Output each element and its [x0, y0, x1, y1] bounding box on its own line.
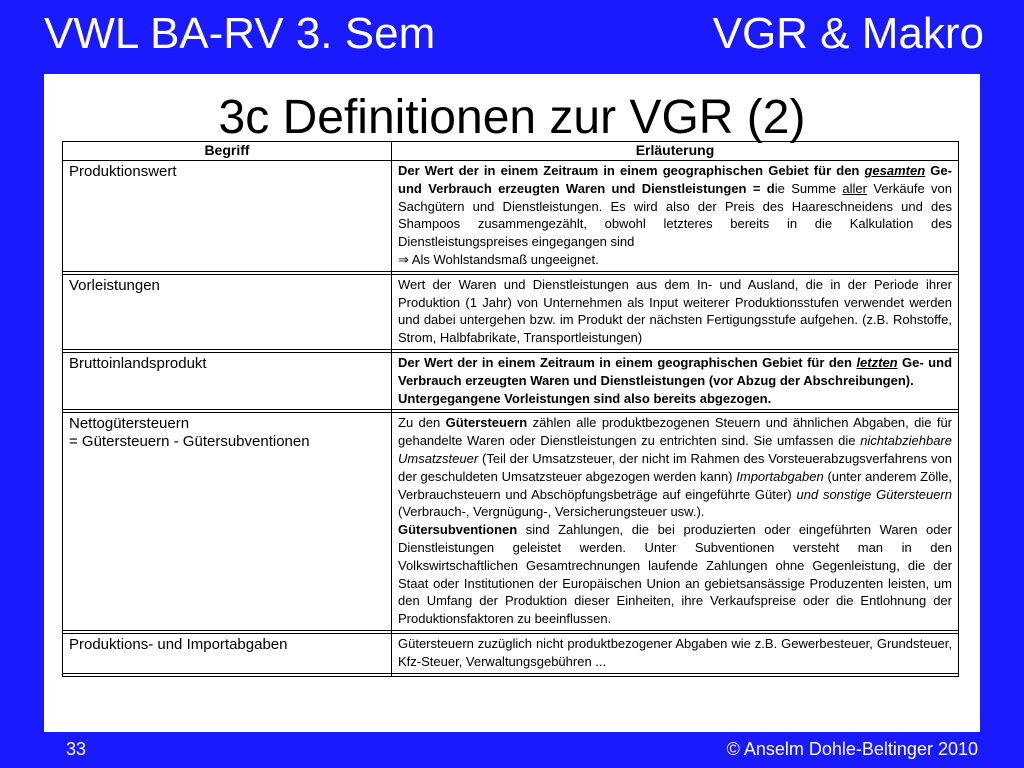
explanation-cell: Gütersteuern zuzüglich nicht produktbezogener Abgaben wie z.B. Gewerbesteuer, Grundsteuer, Kfz-Steuer, Verwaltungsgebühren ...	[392, 633, 959, 673]
table-header-row	[63, 142, 959, 161]
expl-text: (unter anderem Zölle, Verbrauchsteuern und Abschöpfungsbeträge auf eingeführte Güter)	[398, 468, 952, 502]
table-row	[63, 633, 959, 673]
term-formula: = Gütersteuern - Gütersubventionen	[69, 433, 310, 451]
expl-text: zählen alle produktbezogenen Steuern und ähnlichen Abgaben, die für gehandelte Waren oder Dienstleistungen zu entrichten sind. Sie umfassen die	[398, 415, 952, 449]
column-header-begriff: Begriff	[63, 142, 392, 161]
explanation-cell	[392, 161, 959, 272]
term-line: Nettogütersteuern	[69, 415, 190, 433]
page-number: 33	[66, 739, 87, 759]
definitions-table	[62, 141, 959, 677]
expl-text: (Teil der Umsatzsteuer, der nicht im Rahmen des Vorsteuerabzugsverfahrens von der geschuldeten Umsatzsteuer abgezogen werden kann)	[398, 450, 952, 484]
expl-conclusion: ⇒ Als Wohlstandsmaß ungeeignet.	[398, 251, 599, 267]
expl-emphasis: letzten	[856, 354, 898, 370]
term-cell: Produktionswert	[63, 161, 392, 272]
table-row	[63, 413, 959, 631]
expl-text: Ge- und Verbrauch erzeugten Waren und Dienstleistungen (vor Abzug der Abschreibungen).	[398, 354, 953, 388]
expl-emphasis: aller	[842, 180, 867, 196]
slide-panel	[44, 74, 980, 732]
copyright-notice: © Anselm Dohle-Beltinger 2010	[726, 739, 978, 759]
explanation-cell: Wert der Waren und Dienstleistungen aus dem In- und Ausland, die in der Periode ihrer Produktion (1 Jahr) von Unternehmen als Input weiterer Produktionsstufen verwendet werden und dabei untergehen bzw. im Produkt der nächsten Fertigungsstufe aufgehen. (z.B. Rohstoffe, Strom, Halbfabrikate, Transportleistungen)	[392, 274, 959, 349]
table-row	[63, 352, 959, 409]
expl-emphasis: nichtabziehbare Umsatzsteuer	[398, 433, 952, 466]
expl-text: Verkäufe von Sachgütern und Dienstleistungen. Es wird also der Preis des Haareschneidens und des Shampoos zusammengezählt, obwohl letzteres bereits in die Kalkulation des Dienstleistungspreises eingegangen sind	[398, 180, 952, 250]
table-row	[63, 274, 959, 349]
expl-text: ie Summe	[774, 180, 843, 196]
header-course-title: VWL BA-RV 3. Sem	[44, 9, 436, 58]
expl-conclusion: Untergegangene Vorleistungen sind also bereits abgezogen.	[398, 390, 772, 406]
expl-text: Der Wert der in einem Zeitraum in einem geographischen Gebiet für den	[398, 163, 865, 178]
expl-emphasis: Gütersteuern	[445, 415, 528, 431]
expl-text: sind Zahlungen, die bei produzierten oder eingeführten Waren oder Dienstleistungen geleistet werden. Unter Subventionen versteht man in den Volkswirtschaftlichen Gesamtrechnungen laufende Zahlungen ohne Gegenleistung, die der Staat oder Institutionen der Europäischen Union an gebietsansässige Produzenten leisten, um den Umfang der Produktion dieser Einheiten, ihre Verkaufspreise oder die Entlohnung der Produktionsfaktoren zu beeinflussen.	[398, 522, 952, 627]
term-cell: Vorleistungen	[63, 274, 392, 349]
table-row	[63, 161, 959, 272]
expl-text: Zu den	[398, 415, 446, 431]
expl-emphasis: und sonstige Gütersteuern	[796, 486, 952, 502]
header-topic: VGR & Makro	[712, 9, 984, 58]
term-cell	[63, 413, 392, 631]
term-cell: Bruttoinlandsprodukt	[63, 352, 392, 409]
expl-emphasis: Importabgaben	[736, 468, 824, 484]
expl-emphasis: gesamten	[864, 163, 926, 178]
expl-emphasis: Gütersubventionen	[398, 522, 518, 538]
term-cell: Produktions- und Importabgaben	[63, 633, 392, 673]
expl-text: Der Wert der in einem Zeitraum in einem geographischen Gebiet für den	[398, 354, 857, 370]
expl-text: Ge- und Verbrauch erzeugten Waren und Dienstleistungen = d	[398, 163, 952, 196]
explanation-cell	[392, 413, 959, 631]
slide-title: 3c Definitionen zur VGR (2)	[218, 91, 806, 144]
column-header-erlaeuterung: Erläuterung	[392, 142, 959, 161]
expl-text: (Verbrauch-, Vergnügung-, Versicherungsteuer usw.).	[398, 504, 705, 520]
explanation-cell	[392, 352, 959, 409]
